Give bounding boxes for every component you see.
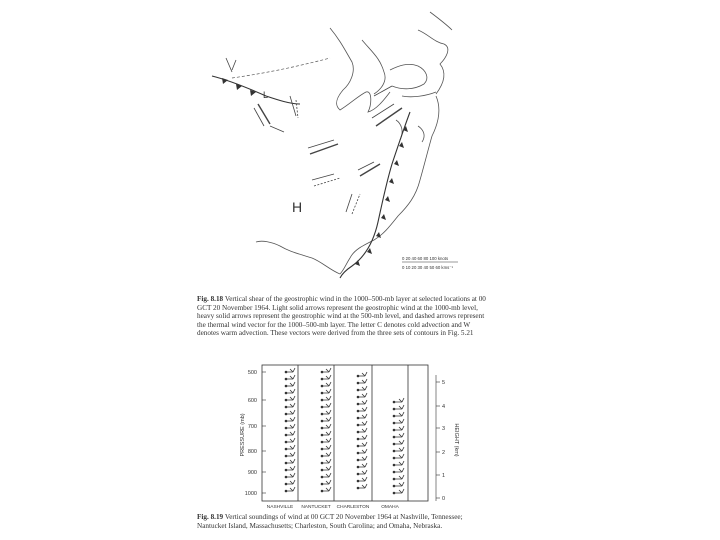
- wind-barb-dot: [285, 385, 287, 387]
- wind-barb: [286, 396, 295, 400]
- wind-barb-dot: [285, 434, 287, 436]
- y-axis-right-label: HEIGHT (km): [453, 423, 459, 457]
- wind-barb-dot: [393, 422, 395, 424]
- wind-barb: [322, 375, 331, 379]
- wind-barb-dot: [393, 464, 395, 466]
- wind-barb: [286, 452, 295, 456]
- cold-front: [212, 76, 410, 278]
- wind-barb: [322, 473, 331, 477]
- wind-barb: [358, 456, 367, 460]
- wind-barb: [322, 403, 331, 407]
- station-label-omaha: OMAHA: [381, 505, 399, 510]
- wind-barb-dot: [285, 406, 287, 408]
- wind-barb-dot: [321, 413, 323, 415]
- figure-8-19-number: Fig. 8.19: [197, 513, 224, 521]
- wind-barb: [358, 470, 367, 474]
- pressure-tick: 700: [247, 424, 257, 430]
- wind-barb: [286, 445, 295, 449]
- wind-barb: [394, 468, 404, 472]
- wind-barb: [322, 438, 331, 442]
- wind-barb-dot: [321, 399, 323, 401]
- wind-barb-dot: [393, 450, 395, 452]
- wind-barb-dot: [321, 469, 323, 471]
- wind-barb: [286, 438, 295, 442]
- height-tick-marks: [436, 375, 440, 501]
- pressure-tick: 600: [247, 398, 257, 404]
- wind-barb-dot: [321, 371, 323, 373]
- wind-barb-dot: [285, 378, 287, 380]
- height-tick-labels: [442, 380, 445, 502]
- wind-barb: [286, 389, 295, 393]
- wind-barb: [322, 396, 331, 400]
- wind-barb: [286, 473, 295, 477]
- station-label-nantucket: NANTUCKET: [301, 505, 331, 510]
- wind-barb-dot: [285, 392, 287, 394]
- wind-barb: [394, 433, 404, 437]
- station-labels: [267, 504, 400, 510]
- height-tick: 3: [442, 426, 446, 432]
- wind-scale: [402, 256, 458, 270]
- map-letter-h: H: [292, 199, 303, 215]
- wind-barb-dot: [321, 476, 323, 478]
- wind-barb: [394, 419, 404, 423]
- y-axis-left-label: PRESSURE (mb): [240, 413, 246, 457]
- wind-barb-dot: [393, 429, 395, 431]
- wind-barb: [358, 414, 367, 418]
- height-tick: 5: [442, 380, 446, 386]
- wind-barb-dot: [393, 485, 395, 487]
- wind-barb-dot: [285, 427, 287, 429]
- wind-barb-dot: [285, 469, 287, 471]
- figure-8-18-text: Vertical shear of the geostrophic wind in the 1000–500-mb layer at selected locations at 00 GCT 20 November 1964. Light solid arrows represent the geostrophic wind at the 1000-mb level, heavy solid arrows represent the geostrophic wind at the 500-mb level, and dashed arrows represent the thermal wind vector for the 1000–500-mb layer. The letter C denotes cold advection and W denotes warm advection. These vectors were derived from the three sets of contours in Fig. 5.21: [197, 295, 486, 338]
- map-letter-l: L: [263, 90, 269, 100]
- figure-8-19-text: Vertical soundings of wind at 00 GCT 20 November 1964 at Nashville, Tennessee; Nantucket Island, Massachusetts; Charleston, South Carolina; and Omaha, Nebraska.: [197, 513, 463, 530]
- wind-barb-dot: [393, 478, 395, 480]
- wind-barb: [358, 372, 367, 376]
- wind-barb: [358, 386, 367, 390]
- wind-barb-dot: [393, 436, 395, 438]
- wind-barb: [358, 449, 367, 453]
- wind-barb: [394, 398, 404, 402]
- wind-barb-dot: [357, 424, 359, 426]
- wind-barb-dot: [285, 455, 287, 457]
- wind-barb-dot: [393, 401, 395, 403]
- wind-barb-dot: [285, 462, 287, 464]
- wind-barb-dot: [393, 457, 395, 459]
- wind-barbs: [285, 368, 404, 494]
- wind-barb-dot: [285, 420, 287, 422]
- wind-arrows: [226, 58, 402, 214]
- wind-barb: [358, 379, 367, 383]
- wind-barb: [394, 461, 404, 465]
- wind-barb-dot: [285, 483, 287, 485]
- wind-barb: [286, 410, 295, 414]
- wind-barb-dot: [357, 438, 359, 440]
- wind-barb-dot: [357, 459, 359, 461]
- wind-barb: [394, 489, 404, 493]
- station-label-charleston: CHARLESTON: [336, 505, 370, 510]
- wind-barb: [322, 389, 331, 393]
- wind-barb: [394, 426, 404, 430]
- wind-barb-dot: [285, 371, 287, 373]
- wind-barb: [322, 487, 331, 491]
- wind-barb-dot: [357, 417, 359, 419]
- wind-barb: [286, 403, 295, 407]
- wind-barb-dot: [321, 406, 323, 408]
- wind-barb: [358, 477, 367, 481]
- wind-barb: [286, 459, 295, 463]
- wind-barb: [322, 452, 331, 456]
- figure-8-18-caption: [197, 295, 489, 338]
- wind-barb: [358, 463, 367, 467]
- wind-soundings-chart: [0, 355, 720, 515]
- wind-barb-dot: [321, 490, 323, 492]
- wind-barb-dot: [285, 490, 287, 492]
- wind-barb-dot: [393, 408, 395, 410]
- wind-barb: [286, 466, 295, 470]
- wind-barb: [322, 410, 331, 414]
- wind-barb-dot: [357, 410, 359, 412]
- wind-barb: [358, 393, 367, 397]
- wind-barb-dot: [357, 466, 359, 468]
- wind-barb: [394, 405, 404, 409]
- wind-barb: [322, 466, 331, 470]
- cold-front-triangles: [222, 78, 408, 266]
- coastline-outline: [256, 12, 452, 274]
- wind-barb-dot: [321, 420, 323, 422]
- wind-barb-dot: [393, 415, 395, 417]
- wind-barb-dot: [321, 448, 323, 450]
- wind-barb-dot: [357, 445, 359, 447]
- wind-barb: [358, 407, 367, 411]
- wind-barb: [322, 382, 331, 386]
- wind-barb-dot: [357, 480, 359, 482]
- station-label-nashville: NASHVILLE: [266, 505, 294, 510]
- wind-barb-dot: [321, 441, 323, 443]
- wind-barb-dot: [321, 378, 323, 380]
- wind-barb: [322, 368, 331, 372]
- wind-barb: [286, 431, 295, 435]
- wind-barb: [358, 421, 367, 425]
- pressure-tick-marks: [262, 372, 266, 493]
- wind-barb-dot: [321, 427, 323, 429]
- station-lines: [298, 365, 408, 501]
- wind-barb-dot: [285, 476, 287, 478]
- wind-barb: [322, 417, 331, 421]
- wind-barb: [394, 482, 404, 486]
- height-tick: 2: [442, 450, 446, 456]
- wind-barb: [322, 445, 331, 449]
- wind-barb-dot: [357, 487, 359, 489]
- wind-barb-dot: [357, 452, 359, 454]
- height-tick: 4: [442, 404, 446, 410]
- wind-barb-dot: [357, 375, 359, 377]
- wind-barb: [394, 447, 404, 451]
- wind-barb-dot: [393, 443, 395, 445]
- wind-barb: [286, 487, 295, 491]
- wind-barb-dot: [321, 455, 323, 457]
- wind-barb-dot: [321, 392, 323, 394]
- wind-barb: [286, 375, 295, 379]
- figure-8-18-number: Fig. 8.18: [197, 295, 224, 303]
- wind-barb-dot: [321, 462, 323, 464]
- height-tick: 1: [442, 473, 446, 479]
- height-tick: 0: [442, 496, 446, 502]
- trough-line: [232, 58, 330, 78]
- scale-bottom-label: 0 10 20 30 40 50 60 kms⁻¹: [402, 265, 453, 270]
- wind-barb-dot: [357, 403, 359, 405]
- wind-barb: [358, 484, 367, 488]
- wind-barb-dot: [357, 396, 359, 398]
- wind-barb: [358, 428, 367, 432]
- pressure-tick-labels: [245, 370, 257, 497]
- wind-barb-dot: [285, 448, 287, 450]
- pressure-tick: 500: [247, 370, 257, 376]
- wind-barb: [322, 431, 331, 435]
- figure-8-19-caption: [197, 513, 489, 530]
- wind-barb: [394, 440, 404, 444]
- wind-barb: [394, 475, 404, 479]
- wind-barb: [394, 454, 404, 458]
- wind-barb: [358, 442, 367, 446]
- wind-barb: [358, 435, 367, 439]
- wind-barb-dot: [285, 399, 287, 401]
- wind-barb-dot: [285, 441, 287, 443]
- wind-barb: [286, 382, 295, 386]
- pressure-tick: 800: [247, 449, 257, 455]
- scale-top-label: 0 20 40 60 80 100 knots: [402, 256, 449, 261]
- wind-barb: [286, 417, 295, 421]
- wind-barb-dot: [357, 431, 359, 433]
- wind-barb-dot: [357, 382, 359, 384]
- wind-barb-dot: [321, 434, 323, 436]
- wind-barb-dot: [321, 483, 323, 485]
- wind-barb: [286, 424, 295, 428]
- wind-barb-dot: [393, 492, 395, 494]
- wind-barb-dot: [357, 389, 359, 391]
- pressure-tick: 900: [247, 470, 257, 476]
- wind-barb: [286, 368, 295, 372]
- wind-barb: [286, 480, 295, 484]
- wind-barb-dot: [285, 413, 287, 415]
- wind-barb: [394, 412, 404, 416]
- wind-barb-dot: [357, 473, 359, 475]
- wind-barb: [322, 480, 331, 484]
- wind-barb-dot: [393, 471, 395, 473]
- wind-barb: [322, 424, 331, 428]
- wind-barb-dot: [321, 385, 323, 387]
- wind-barb: [322, 459, 331, 463]
- pressure-tick: 1000: [244, 491, 257, 497]
- wind-barb: [358, 400, 367, 404]
